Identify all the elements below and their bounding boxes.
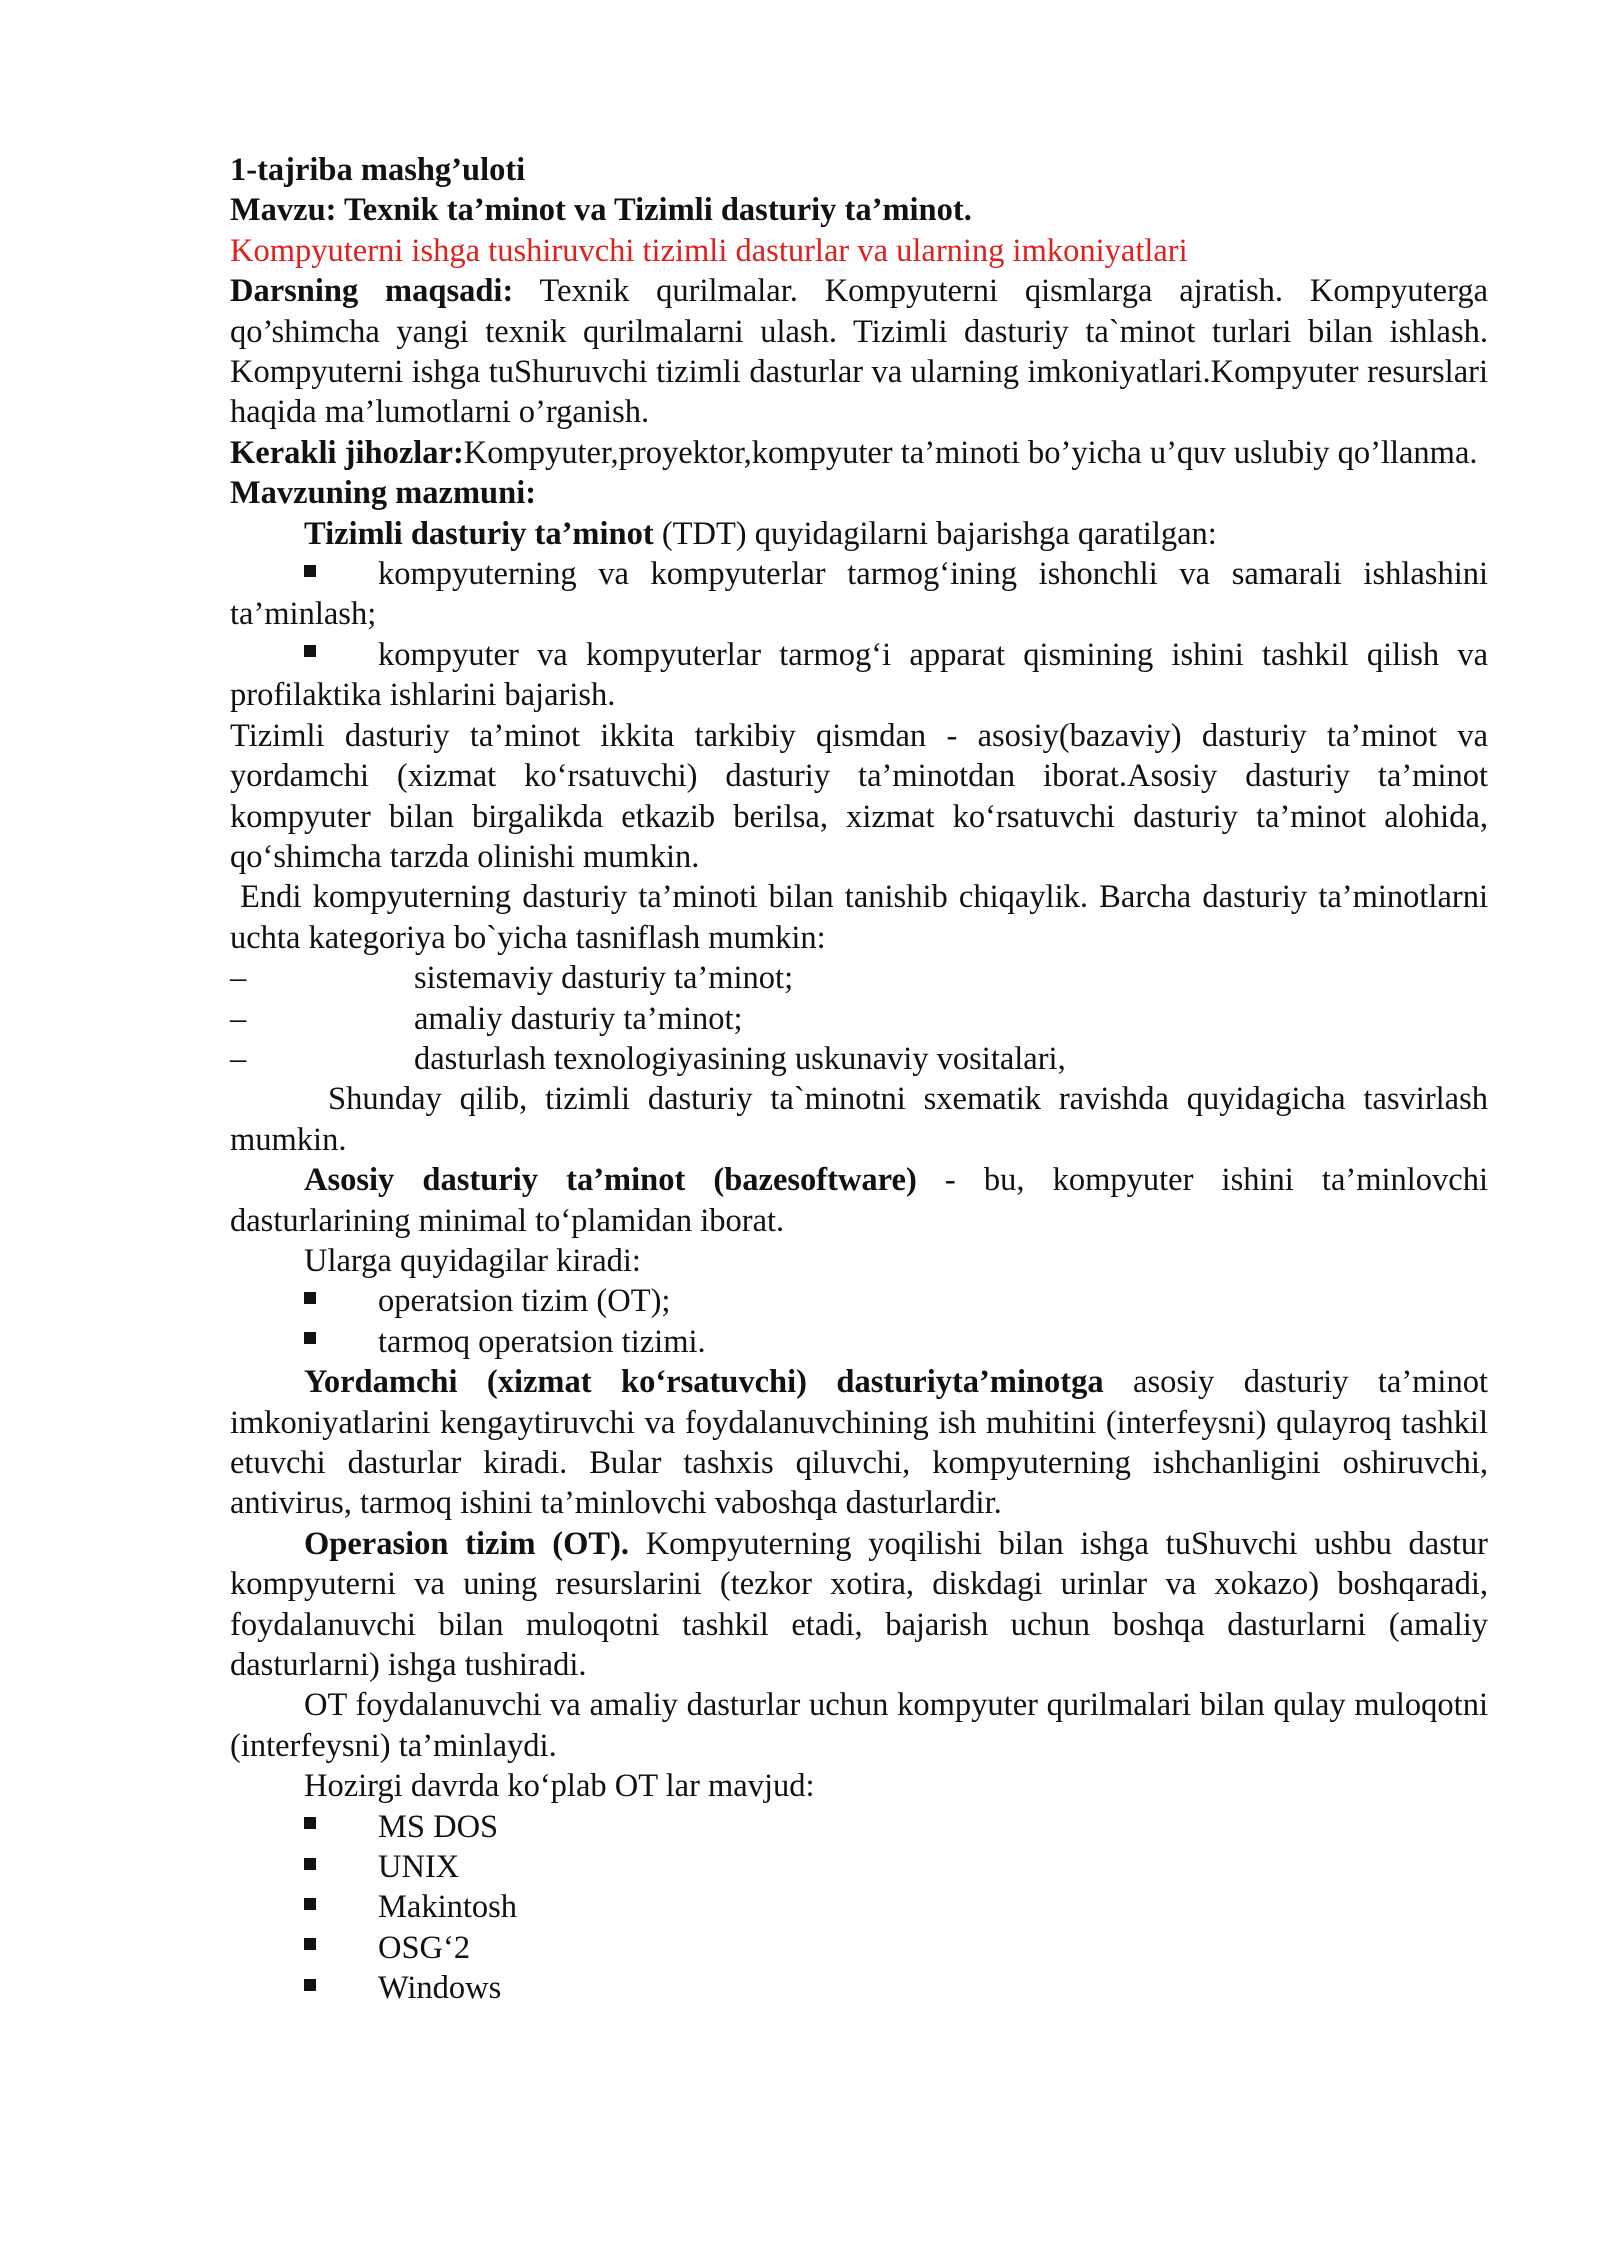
list-item [230, 1928, 1488, 1968]
tdt-intro [230, 514, 1488, 554]
base-rest: - bu, kompyuter ishini ta’minlovchi dasturlarining minimal to‘plamidan iborat. [230, 1162, 1488, 1239]
list-item [230, 635, 1488, 716]
document-page [230, 150, 1488, 2009]
square-bullet-icon [304, 1292, 316, 1304]
list-item [230, 1281, 1488, 1321]
list-item [230, 958, 1488, 998]
list-item-text: Windows [378, 1970, 502, 2007]
categories-paragraph: Endi kompyuterning dasturiy ta’minoti bilan tanishib chiqaylik. Barcha dasturiy ta’minotlarni uchta kategoriya bo`yicha tasniflash mumkin: [230, 879, 1488, 956]
list-item-text: sistemaviy dasturiy ta’minot; [414, 960, 794, 997]
os-paragraph [230, 1524, 1488, 1686]
helper-bold: Yordamchi (xizmat ko‘rsatuvchi) dasturiyta’minotga [304, 1364, 1104, 1401]
square-bullet-icon [304, 1332, 316, 1344]
square-bullet-icon [304, 1858, 316, 1870]
list-item-text: OSG‘2 [378, 1929, 471, 1966]
list-item [230, 1847, 1488, 1887]
list-item [230, 1807, 1488, 1847]
list-item-text: Makintosh [378, 1889, 518, 1926]
goal-paragraph [230, 271, 1488, 433]
base-intro: Ularga quyidagilar kiradi: [304, 1242, 641, 1279]
os-bold: Operasion tizim (OT). [304, 1525, 629, 1562]
os-list-intro: Hozirgi davrda ko‘plab OT lar mavjud: [304, 1768, 815, 1805]
dash-marker: – [230, 1040, 247, 1077]
list-item-text: kompyuter va kompyuterlar tarmog‘i apparat qismining ishini tashkil qilish va profilaktika ishlarini bajarish. [230, 636, 1488, 714]
goal-text: Texnik qurilmalar. Kompyuterni qismlarga ajratish. Kompyuterga qo’shimcha yangi texnik qurilmalarni ulash. Tizimli dasturiy ta`minot turlari bilan ishlash. Kompyuterni ishga tuShuruvchi tizimli dasturlar va ularning imkoniyatlari.Kompyuter resurslari haqida ma’lumotlarni o’rganish. [230, 273, 1488, 431]
parts-paragraph: Tizimli dasturiy ta’minot ikkita tarkibiy qismdan - asosiy(bazaviy) dasturiy ta’minot va yordamchi (xizmat ko‘rsatuvchi) dasturiy ta’minotdan iborat.Asosiy dasturiy ta’minot kompyuter bilan birgalikda etkazib berilsa, xizmat ko‘rsatuvchi dasturiy ta’minot alohida, qo‘shimcha tarzda olinishi mumkin. [230, 717, 1488, 875]
lab-number: 1-tajriba mashg’uloti [230, 152, 526, 188]
base-paragraph [230, 1160, 1488, 1241]
list-item [230, 999, 1488, 1039]
square-bullet-icon [304, 1898, 316, 1910]
os-rest: Kompyuterning yoqilishi bilan ishga tuShuvchi ushbu dastur kompyuterni va uning resurslarini (tezkor xotira, diskdagi urinlar va xokazo) boshqaradi, foydalanuvchi bilan muloqotni tashkil etadi, bajarish uchun boshqa dasturlarni (amaliy dasturlarni) ishga tushiradi. [230, 1525, 1488, 1684]
dash-marker: – [230, 960, 247, 997]
list-item-text: operatsion tizim (OT); [378, 1283, 671, 1320]
list-item [230, 1039, 1488, 1079]
goal-label: Darsning maqsadi: [230, 273, 514, 310]
helper-rest: asosiy dasturiy ta’minot imkoniyatlarini kengaytiruvchi va foydalanuvchining ish muhitini (interfeysni) qulayroq tashkil etuvchi dasturlar kiradi. Bular tashxis qiluvchi, kompyuterning ishchanligini oshiruvchi, antivirus, tarmoq ishini ta’minlovchi vaboshqa dasturlardir. [230, 1364, 1488, 1522]
square-bullet-icon [304, 1817, 316, 1829]
list-item [230, 1887, 1488, 1927]
base-bold: Asosiy dasturiy ta’minot (bazesoftware) [304, 1162, 917, 1199]
content-label: Mavzuning mazmuni: [230, 475, 537, 512]
list-item [230, 554, 1488, 635]
square-bullet-icon [304, 1938, 316, 1950]
square-bullet-icon [304, 645, 316, 657]
list-item-text: tarmoq operatsion tizimi. [378, 1323, 706, 1360]
list-item-text: kompyuterning va kompyuterlar tarmog‘ining ishonchli va samarali ishlashini ta’minlash; [230, 556, 1488, 633]
list-item-text: amaliy dasturiy ta’minot; [414, 1000, 743, 1037]
list-item-text: dasturlash texnologiyasining uskunaviy vositalari, [414, 1040, 1066, 1077]
list-item-text: MS DOS [378, 1808, 499, 1845]
list-item-text: UNIX [378, 1849, 460, 1886]
tdt-bold: Tizimli dasturiy ta’minot [304, 515, 654, 552]
os-interface-paragraph: OT foydalanuvchi va amaliy dasturlar uchun kompyuter qurilmalari bilan qulay muloqotni (interfeysni) ta’minlaydi. [230, 1687, 1488, 1764]
equipment-label: Kerakli jihozlar: [230, 434, 464, 471]
equipment-paragraph [230, 433, 1488, 473]
scheme-paragraph: Shunday qilib, tizimli dasturiy ta`minotni sxematik ravishda quyidagicha tasvirlash mumkin. [230, 1081, 1488, 1158]
tdt-rest: (TDT) quyidagilarni bajarishga qaratilgan: [653, 515, 1217, 552]
list-item [230, 1968, 1488, 2008]
subtitle: Kompyuterni ishga tushiruvchi tizimli dasturlar va ularning imkoniyatlari [230, 232, 1188, 269]
dash-marker: – [230, 1000, 247, 1037]
square-bullet-icon [304, 1979, 316, 1991]
equipment-text: Kompyuter,proyektor,kompyuter ta’minoti bo’yicha u’quv uslubiy qo’llanma. [463, 434, 1478, 471]
helper-paragraph [230, 1362, 1488, 1524]
square-bullet-icon [304, 565, 316, 577]
topic-title: Mavzu: Texnik ta’minot va Tizimli dasturiy ta’minot. [230, 192, 972, 229]
list-item [230, 1322, 1488, 1362]
